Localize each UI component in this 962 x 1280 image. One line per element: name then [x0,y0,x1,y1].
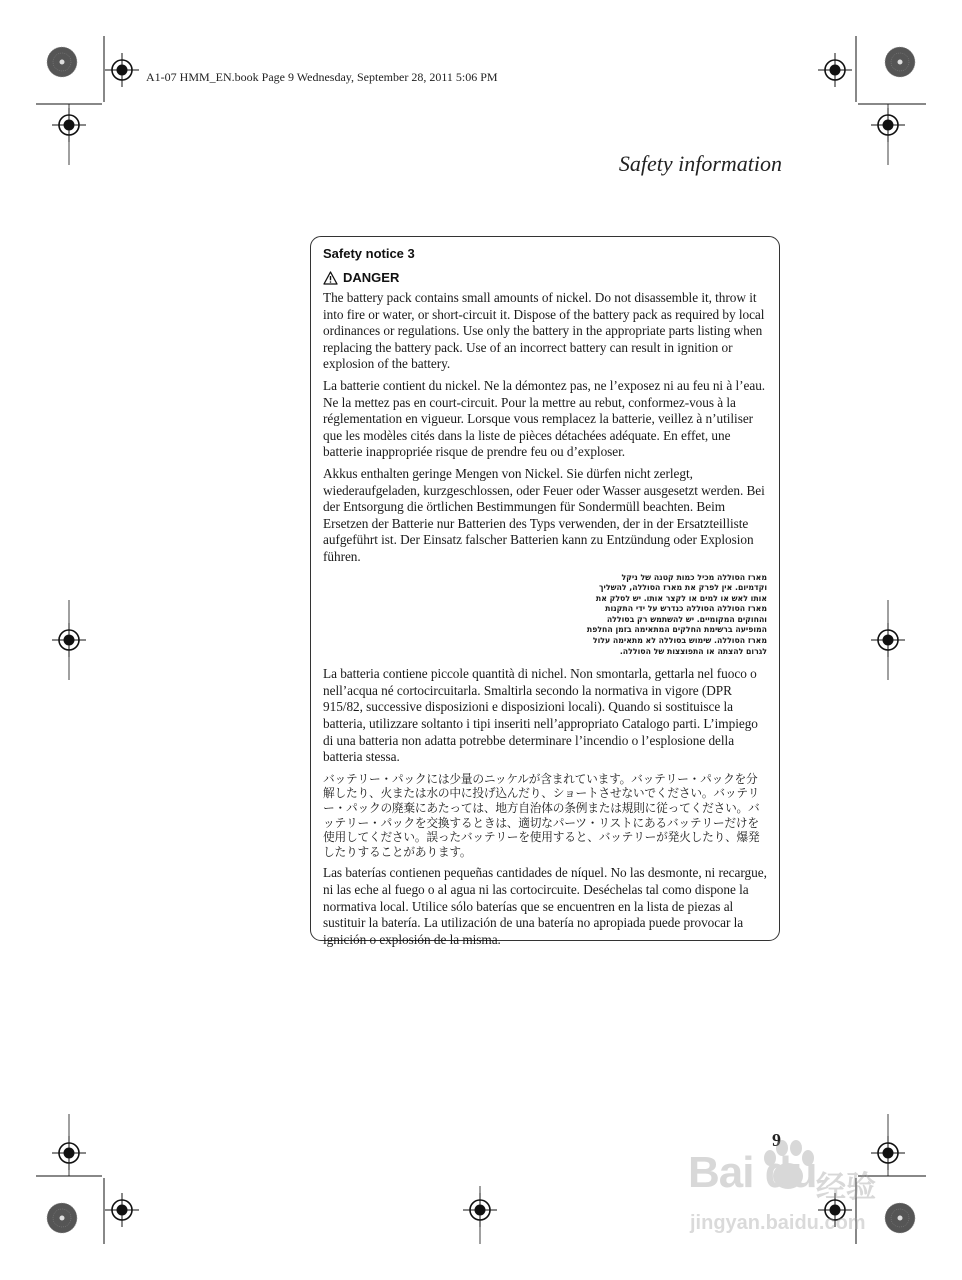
hebrew-line: המופיעה ברשימת החלקים המתאימה בזמן החלפת [586,625,767,635]
paragraph-english: The battery pack contains small amounts of nickel. Do not disassemble it, throw it into fire or water, or short-circuit it. Dispose of the battery pack as required by local ordinances or regulations. Use only the battery in the appropriate parts listing when replacing the battery pack. Use of an incorrect battery can result in ignition or explosion of the battery. [323,290,765,372]
running-head: Safety information [618,151,782,176]
registration-target-icon [105,1193,139,1227]
hebrew-line: אותו לאש או למים או לקצר אותו. יש לסלק את [595,593,767,603]
hebrew-line: מארז הסוללה מכיל כמות קטנה של ניקל [621,572,767,582]
registration-target-icon [818,1193,852,1227]
hebrew-line: לגרום להצתה או התפוצצות של הסוללה. [619,646,767,656]
watermark-brand-cn: 经验 [816,1170,876,1205]
registration-starburst-icon [885,1203,915,1233]
paragraph-german: Akkus enthalten geringe Mengen von Nickel. Sie dürfen nicht zerlegt, wiederaufgeladen, kurzgeschlossen, oder Feuer oder Wasser ausgesetzt werden. Bei der Entsorgung die örtlichen Bestimmungen für Sondermüll beachten. Beim Ersetzen der Batterie nur Batterien des Typs verwenden, der in der Ersatzteilliste aufgeführt ist. Der Einsatz falscher Batterien kann zu Entzündung oder Explosion führen. [323,465,765,564]
registration-target-icon [105,53,139,87]
safety-notice-box [310,236,780,947]
registration-starburst-icon [885,47,915,77]
hebrew-line: וקדמיום. אין לפרק את מארז הסוללה, להשליך [599,583,767,593]
paragraph-spanish: Las baterías contienen pequeñas cantidades de níquel. No las desmonte, ni recargue, ni las eche al fuego o al agua ni las cortocircuite. Deséchelas tal como dispone la normativa local. Utilice sólo baterías que se encuentren en la lista de piezas al sustituir la batería. La utilización de una batería no apropiada puede provocar la ignición o explosión de la misma. [323,865,767,947]
warning-triangle-icon [323,271,338,285]
page-number: 9 [772,1130,781,1150]
danger-label: DANGER [343,270,400,285]
danger-heading [323,270,769,285]
paragraph-french: La batterie contient du nickel. Ne la démontez pas, ne l’exposez ni au feu ni à l’eau. Ne la mettez pas en court-circuit. Pour la mettre au rebut, conformez-vous à la réglementation en vigueur. Lorsque vous remplacez la batterie, veillez à n’utiliser que les modèles cités dans la liste de pièces détachées adéquate. En effet, une batterie inappropriée risque de prendre feu ou d’exploser. [323,377,766,460]
hebrew-line: והחוקים המקומיים. יש להשתמש רק בסוללה [606,614,767,624]
hebrew-line: מארז הסוללה. שימוש בסוללה לא מתאימה עלול [592,636,767,646]
hebrew-line: מארז הסוללה הסוללה כנדרש על ידי התקנות [605,604,767,614]
book-slug-line: A1-07 HMM_EN.book Page 9 Wednesday, September 28, 2011 5:06 PM [146,70,498,84]
registration-starburst-icon [47,1203,77,1233]
watermark-url: jingyan.baidu.com [690,1212,866,1234]
registration-target-icon [818,53,852,87]
watermark-brand: Bai du [688,1148,817,1197]
registration-starburst-icon [47,47,77,77]
paragraph-italian: La batteria contiene piccole quantità di nichel. Non smontarla, gettarla nel fuoco o nell’acqua né cortocircuitarla. Smaltirla secondo la normativa in vigore (DPR 915/82, successive disposizioni e disposizioni locali). Quando si sostituisce la batteria, utilizzare soltanto i tipi inseriti nell’appropriato Catalogo parti. L’impiego di una batteria non adatta potrebbe determinare l’incendio o l’esplosione della batteria stessa. [323,666,758,765]
notice-title: Safety notice 3 [323,246,415,261]
paragraph-japanese: バッテリー・パックには少量のニッケルが含まれています。バッテリー・パックを分解したり、火または水の中に投げ込んだり、ショートさせないでください。バッテリー・パックの廃棄にあたっては、地方自治体の条例または規則に従ってください。バッテリー・パックを交換するときは、適切なパーツ・リストにあるバッテリーだけを使用してください。誤ったバッテリーを使用すると、バッテリーが発火したり、爆発したりすることがあります。 [323,771,760,859]
paragraph-hebrew [323,573,769,658]
